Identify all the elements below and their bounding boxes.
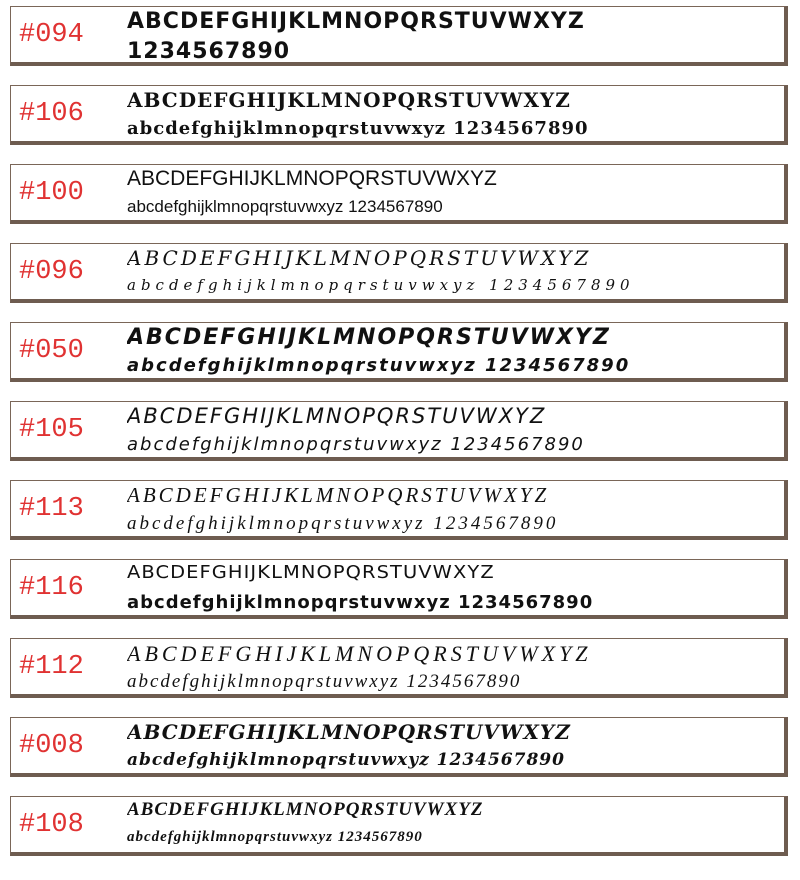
font-row-116[interactable]: [10, 559, 788, 619]
font-row-096[interactable]: [10, 243, 788, 303]
lowercase-digits-sample: abcdefghijklmnopqrstuvwxyz 1234567890: [127, 197, 443, 216]
font-row-050[interactable]: [10, 322, 788, 382]
font-row-100[interactable]: [10, 164, 788, 224]
lowercase-digits-sample: abcdefghijklmnopqrstuvwxyz 1234567890: [127, 355, 631, 376]
font-code: #113: [19, 493, 84, 524]
font-code: #096: [19, 256, 84, 287]
lowercase-digits-sample: abcdefghijklmnopqrstuvwxyz 1234567890: [127, 513, 559, 534]
font-row-106[interactable]: [10, 85, 788, 145]
font-row-094[interactable]: [10, 6, 788, 66]
font-code: #116: [19, 572, 84, 603]
uppercase-sample: ABCDEFGHIJKLMNOPQRSTUVWXYZ: [127, 325, 611, 350]
font-code: #112: [19, 651, 84, 682]
lowercase-digits-sample: abcdefghijklmnopqrstuvwxyz 1234567890: [127, 276, 635, 294]
uppercase-sample: ABCDEFGHIJKLMNOPQRSTUVWXYZ: [127, 720, 571, 744]
lowercase-digits-sample: abcdefghijklmnopqrstuvwxyz 1234567890: [127, 829, 423, 845]
lowercase-digits-sample: abcdefghijklmnopqrstuvwxyz 1234567890: [127, 592, 594, 613]
uppercase-sample: ABCDEFGHIJKLMNOPQRSTUVWXYZ: [127, 404, 547, 428]
digits-sample: 1234567890: [127, 39, 291, 64]
font-code: #108: [19, 809, 84, 840]
font-row-112[interactable]: [10, 638, 788, 698]
font-code: #105: [19, 414, 84, 445]
font-code: #094: [19, 19, 84, 50]
lowercase-digits-sample: abcdefghijklmnopqrstuvwxyz 1234567890: [127, 750, 565, 770]
font-code: #008: [19, 730, 84, 761]
font-row-108[interactable]: [10, 796, 788, 856]
font-code: #100: [19, 177, 84, 208]
lowercase-digits-sample: abcdefghijklmnopqrstuvwxyz 1234567890: [127, 118, 589, 139]
lowercase-digits-sample: abcdefghijklmnopqrstuvwxyz 1234567890: [127, 434, 585, 455]
font-row-105[interactable]: [10, 401, 788, 461]
font-code: #106: [19, 98, 84, 129]
font-row-113[interactable]: [10, 480, 788, 540]
font-row-008[interactable]: [10, 717, 788, 777]
uppercase-sample: ABCDEFGHIJKLMNOPQRSTUVWXYZ: [127, 246, 592, 270]
uppercase-sample: ABCDEFGHIJKLMNOPQRSTUVWXYZ: [127, 167, 497, 190]
lowercase-digits-sample: abcdefghijklmnopqrstuvwxyz 1234567890: [127, 671, 522, 692]
uppercase-sample: ABCDEFGHIJKLMNOPQRSTUVWXYZ: [127, 641, 592, 666]
uppercase-sample: ABCDEFGHIJKLMNOPQRSTUVWXYZ: [127, 9, 585, 34]
uppercase-sample: ABCDEFGHIJKLMNOPQRSTUVWXYZ: [127, 483, 550, 507]
uppercase-sample: ABCDEFGHIJKLMNOPQRSTUVWXYZ: [127, 88, 571, 112]
uppercase-sample: ABCDEFGHIJKLMNOPQRSTUVWXYZ: [127, 562, 495, 583]
font-code: #050: [19, 335, 84, 366]
uppercase-sample: ABCDEFGHIJKLMNOPQRSTUVWXYZ: [127, 799, 484, 820]
